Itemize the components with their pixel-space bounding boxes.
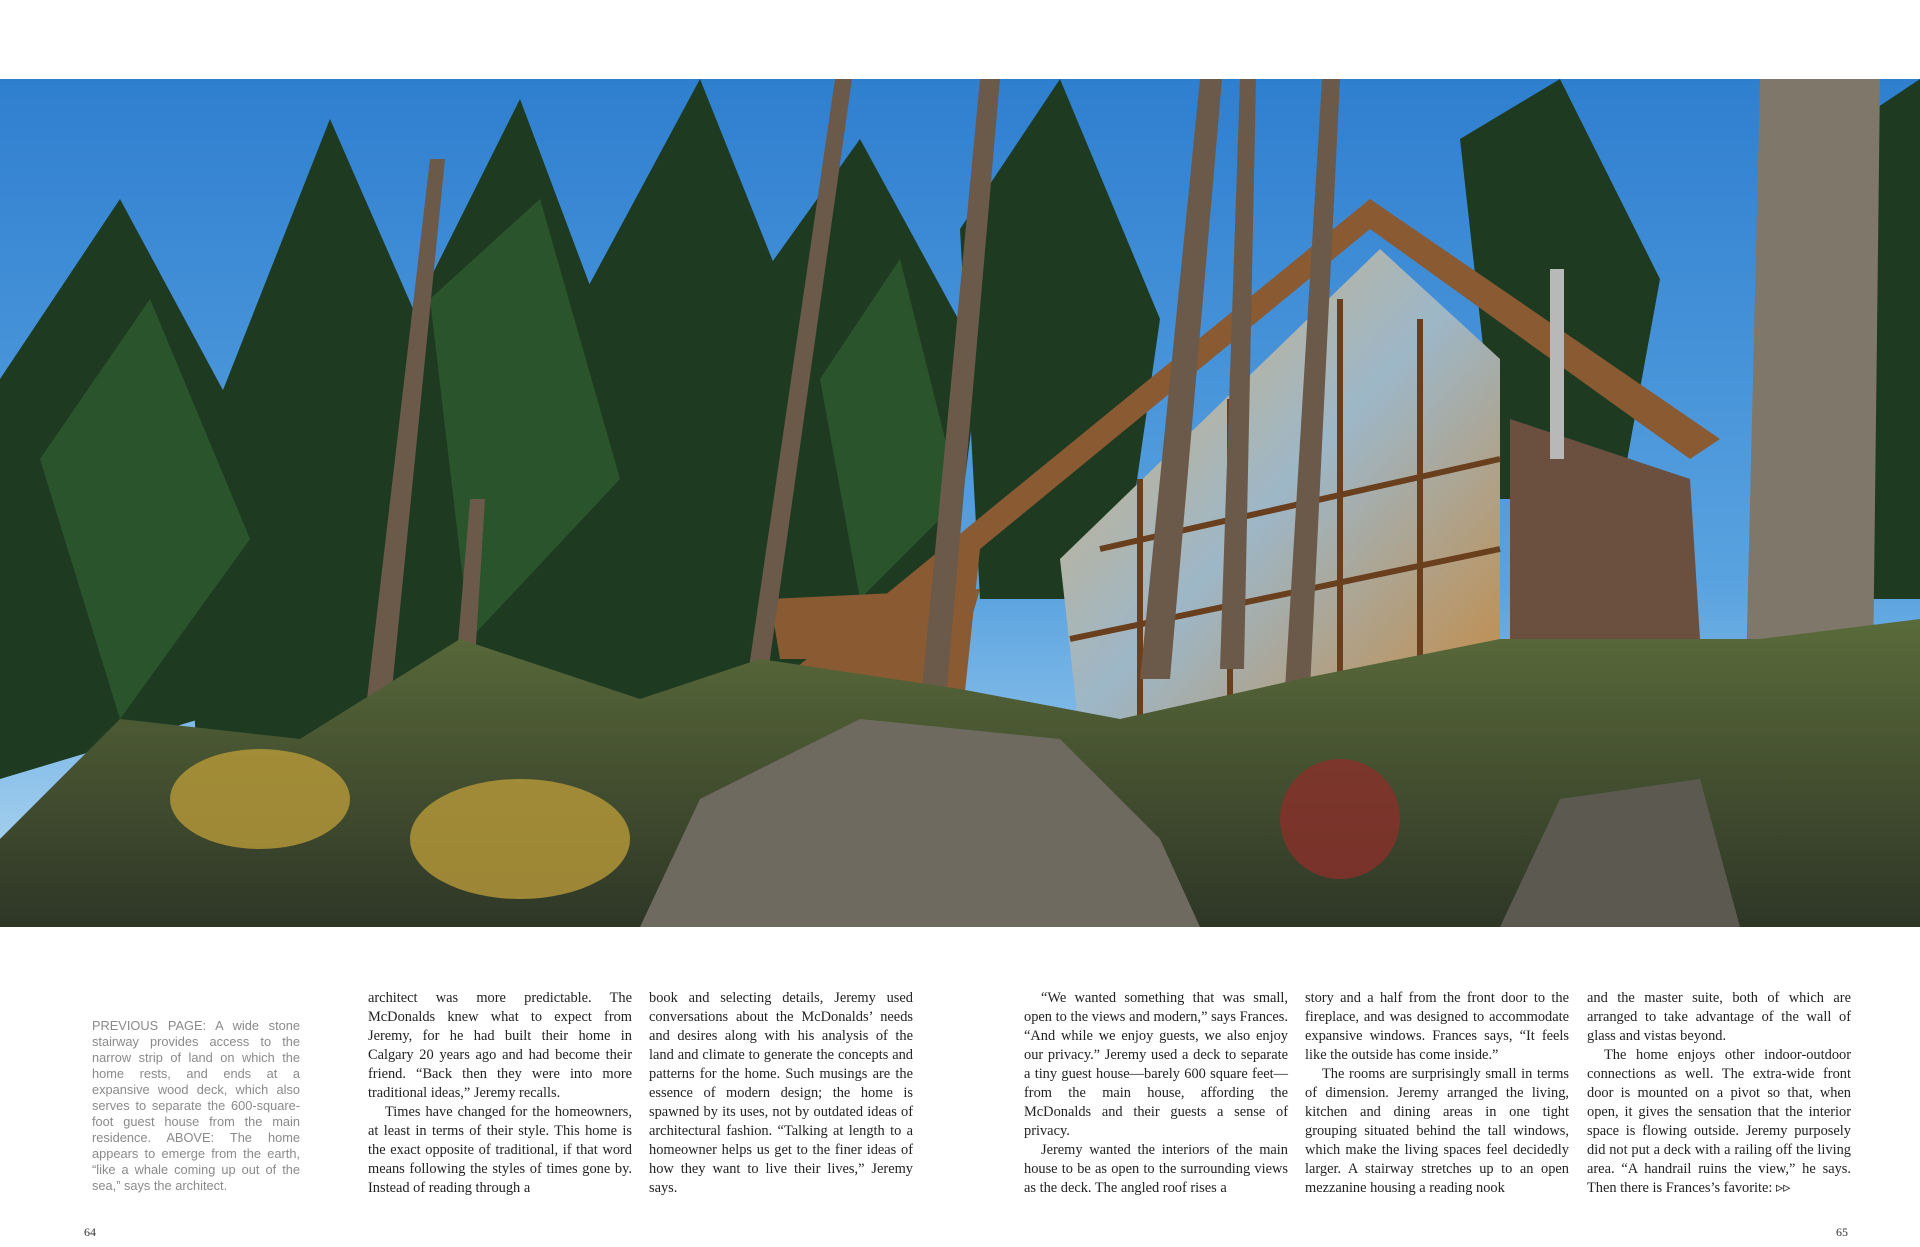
photo-caption: PREVIOUS PAGE: A wide stone stairway provides access to the narrow strip of land on which the home rests, and ends at a expansive wood deck, which also serves to separate the 600-square-foot guest house from the main residence. ABOVE: The home appears to emerge from the earth, “like a whale coming up out of the sea,” says the architect.	[92, 1018, 300, 1193]
article-column-3	[1024, 989, 1288, 1198]
paragraph: story and a half from the front door to the fireplace, and was designed to accommodate expansive windows. Frances says, “It feels like the outside has come inside.”	[1305, 990, 1569, 1063]
paragraph: book and selecting details, Jeremy used conversations about the McDonalds’ needs and desires along with his analysis of the land and climate to generate the concepts and patterns for the home. Such musings are the essence of modern design; the home is spawned by its uses, not by outdated ideas of architectural fashion. “Talking at length to a homeowner helps us get to the finer ideas of how they want to live their lives,” Jeremy says.	[649, 990, 913, 1196]
paragraph: Jeremy wanted the interiors of the main house to be as open to the surrounding views as the deck. The angled roof rises a	[1024, 1142, 1288, 1196]
paragraph: The rooms are surprisingly small in terms of dimension. Jeremy arranged the living, kitchen and dining areas in one tight grouping situated behind the tall windows, which make the living spaces feel decidedly larger. A stairway stretches up to an open mezzanine housing a reading nook	[1305, 1066, 1569, 1196]
paragraph: Times have changed for the homeowners, at least in terms of their style. This home is the exact opposite of traditional, if that word means following the styles of times gone by. Instead of reading through a	[368, 1104, 632, 1196]
paragraph: The home enjoys other indoor-outdoor connections as well. The extra-wide front door is mounted on a pivot so that, when open, it gives the sensation that the interior space is flowing outside. Jeremy purposely did not put a deck with a railing off the living area. “A handrail ruins the view,” he says. Then there is Frances’s favorite: ▹▹	[1587, 1047, 1851, 1196]
paragraph: and the master suite, both of which are arranged to take advantage of the wall of glass and vistas beyond.	[1587, 990, 1851, 1044]
forest-house-photo	[0, 79, 1920, 927]
article-column-4	[1305, 989, 1569, 1198]
article-column-5	[1587, 989, 1851, 1198]
page-number-left: 64	[84, 1225, 96, 1239]
paragraph: architect was more predictable. The McDonalds knew what to expect from Jeremy, for he had built their home in Calgary 20 years ago and had become their friend. “Back then they were into more traditional ideas,” Jeremy recalls.	[368, 990, 632, 1101]
article-column-2	[649, 989, 913, 1198]
paragraph: “We wanted something that was small, open to the views and modern,” says Frances. “And while we enjoy guests, we also enjoy our privacy.” Jeremy used a deck to separate a tiny guest house—barely 600 square feet—from the main house, affording the McDonalds and their guests a sense of privacy.	[1024, 990, 1288, 1139]
article-column-1	[368, 989, 632, 1198]
page-number-right: 65	[1836, 1225, 1848, 1239]
